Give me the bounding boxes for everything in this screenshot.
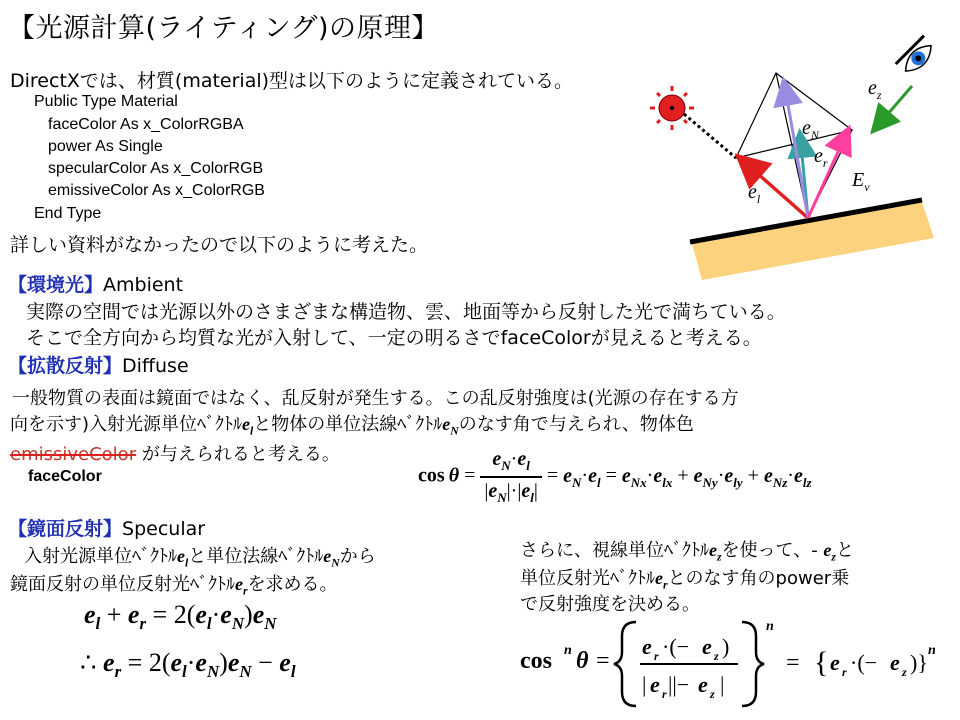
floor-surface (692, 202, 934, 280)
svg-text:e: e (830, 650, 840, 675)
diffuse-line-3 (10, 440, 340, 466)
code-line-emissivecolor: emissiveColor As x_ColorRGB (48, 182, 265, 199)
code-line-specularcolor: specularColor As x_ColorRGB (48, 160, 264, 177)
svg-text:cos: cos (520, 648, 552, 674)
symbol-el: e (242, 414, 251, 434)
svg-text:z: z (902, 665, 907, 679)
svg-text:|: | (642, 672, 647, 697)
svg-text:=: = (596, 648, 610, 674)
svg-text:||−: ||− (668, 672, 690, 697)
eye-icon (896, 36, 938, 78)
view-line-1c: と (835, 540, 854, 561)
ambient-line-2: そこで全方向から均質な光が入射して、一定の明るさでfaceColorが見えると考える。 (26, 327, 762, 349)
svg-text:z: z (714, 649, 719, 663)
svg-text:e: e (698, 672, 708, 697)
struck-emissivecolor: emissiveColor (10, 444, 137, 465)
vector-en (784, 82, 808, 218)
intro-text: DirectXでは、材質(material)型は以下のように定義されている。 (10, 70, 574, 92)
code-line-power: power As Single (48, 138, 163, 155)
specular-line-1a: 入射光源単位ﾍﾞｸﾄﾙ (24, 546, 177, 567)
label-en: $e_N$ (802, 117, 819, 142)
label-er: $e_r$ (814, 145, 828, 170)
formula-reflection-result: ∴ $e_r = 2(e_l\cdot e_N)e_N - e_l$ (80, 648, 296, 682)
specular-name: Specular (122, 518, 206, 540)
specular-line-2a: 鏡面反射の単位反射光ﾍﾞｸﾄﾙ (10, 574, 235, 595)
label-el: $e_l$ (748, 181, 761, 206)
symbol-ez-2: e (823, 540, 832, 560)
svg-text:)}: )} (910, 650, 928, 675)
ambient-label: 【環境光】 (8, 274, 104, 296)
view-line-2a: 単位反射光ﾍﾞｸﾄﾙ (520, 568, 655, 589)
diffuse-line-2c: のなす角で与えられ、物体色 (458, 414, 694, 435)
specular-line-1 (24, 542, 376, 570)
diffuse-name: Diffuse (122, 355, 189, 377)
symbol-ez-sub: z (717, 550, 722, 564)
svg-text:e: e (890, 650, 900, 675)
view-line-1b: を使って、- (721, 540, 824, 561)
svg-text:n: n (766, 619, 774, 634)
svg-text:{: { (814, 646, 829, 679)
symbol-en-sub-2: N (331, 556, 340, 570)
diffuse-line-3-text: が与えられると考える。 (136, 444, 340, 465)
svg-text:|: | (720, 672, 725, 697)
svg-text:e: e (702, 634, 712, 659)
diffuse-line-2a: 向を示す)入射光源単位ﾍﾞｸﾄﾙ (10, 414, 243, 435)
view-line-1 (520, 536, 854, 564)
symbol-ez: e (709, 540, 717, 560)
symbol-en-2: e (323, 546, 332, 566)
formula-cos-theta: cos θ = $\frac{e_N\cdot e_l}{|e_N|\cdot|e_l|}$ = $e_N\cdot e_l = e_{Nx}\cdot e_{lx} + e_{Ny}\cdot e_{ly} + e_{Nz}\cdot e_{lz}$ (418, 448, 812, 505)
symbol-ez-sub-2: z (831, 550, 836, 564)
specular-line-2 (10, 570, 338, 598)
code-line-facecolor: faceColor As x_ColorRGBA (48, 116, 244, 133)
label-ez: $e_z$ (868, 77, 882, 102)
svg-text:n: n (564, 643, 572, 658)
view-line-1a: さらに、視線単位ﾍﾞｸﾄﾙ (520, 540, 709, 561)
diffuse-line-1: 一般物質の表面は鏡面ではなく、乱反射が発生する。この乱反射強度は(光源の存在する方 (12, 388, 739, 409)
diffuse-line-2b: と物体の単位法線ﾍﾞｸﾄﾙ (253, 414, 443, 435)
specular-label: 【鏡面反射】 (8, 518, 123, 540)
view-line-2b: とのなす角のpower乗 (667, 568, 850, 589)
svg-text:r: r (662, 687, 667, 701)
svg-text:·(−: ·(− (662, 634, 690, 659)
svg-text:·(−: ·(− (850, 650, 878, 675)
note-text: 詳しい資料がなかったので以下のように考えた。 (10, 234, 429, 256)
svg-text:r: r (842, 665, 847, 679)
symbol-el-2: e (177, 546, 185, 566)
specular-line-2b: を求める。 (247, 574, 338, 595)
svg-text:r: r (654, 649, 659, 663)
svg-text:e: e (642, 634, 652, 659)
page-title: 【光源計算(ライティング)の原理】 (8, 13, 440, 44)
svg-text:z: z (710, 687, 715, 701)
symbol-er-sub: r (243, 584, 248, 598)
vector-er (808, 130, 848, 218)
ambient-line-1: 実際の空間では光源以外のさまざまな構造物、雲、地面等から反射した光で満ちている。 (26, 301, 786, 323)
symbol-en: e (442, 414, 451, 434)
svg-text:=: = (786, 650, 800, 676)
specular-line-1c: から (339, 546, 376, 567)
light-direction-dotted (684, 114, 736, 158)
view-line-3: で反射強度を決める。 (520, 594, 700, 615)
formula-cos-power (518, 616, 938, 712)
sun-icon (650, 86, 694, 130)
ambient-name: Ambient (103, 274, 184, 296)
symbol-el-sub: l (250, 424, 254, 438)
symbol-el-sub-2: l (185, 556, 189, 570)
symbol-er: e (235, 574, 243, 594)
label-ev: $E_v$ (852, 169, 870, 194)
formula-reflection-sum: $e_l + e_r = 2(e_l\cdot e_N)e_N$ (84, 600, 277, 634)
ambient-heading (8, 270, 183, 297)
facecolor-replacement: faceColor (28, 468, 102, 485)
svg-text:n: n (928, 643, 936, 658)
symbol-er-sub-2: r (663, 578, 668, 592)
view-line-2 (520, 564, 849, 592)
svg-text:): ) (722, 634, 730, 659)
svg-text:e: e (650, 672, 660, 697)
code-line-end: End Type (34, 205, 102, 222)
symbol-en-sub: N (450, 424, 459, 438)
specular-line-1b: と単位法線ﾍﾞｸﾄﾙ (188, 546, 324, 567)
diffuse-line-2 (10, 410, 694, 438)
code-line-type: Public Type Material (34, 93, 178, 110)
specular-heading (8, 514, 205, 541)
svg-text:θ: θ (576, 648, 589, 674)
diffuse-heading (8, 351, 189, 378)
formula-fraction: $\frac{e_N\cdot e_l}{|e_N|\cdot|e_l|}$ (480, 448, 542, 506)
symbol-er-2: e (655, 568, 663, 588)
lighting-diagram (640, 30, 958, 288)
diffuse-label: 【拡散反射】 (8, 355, 123, 377)
